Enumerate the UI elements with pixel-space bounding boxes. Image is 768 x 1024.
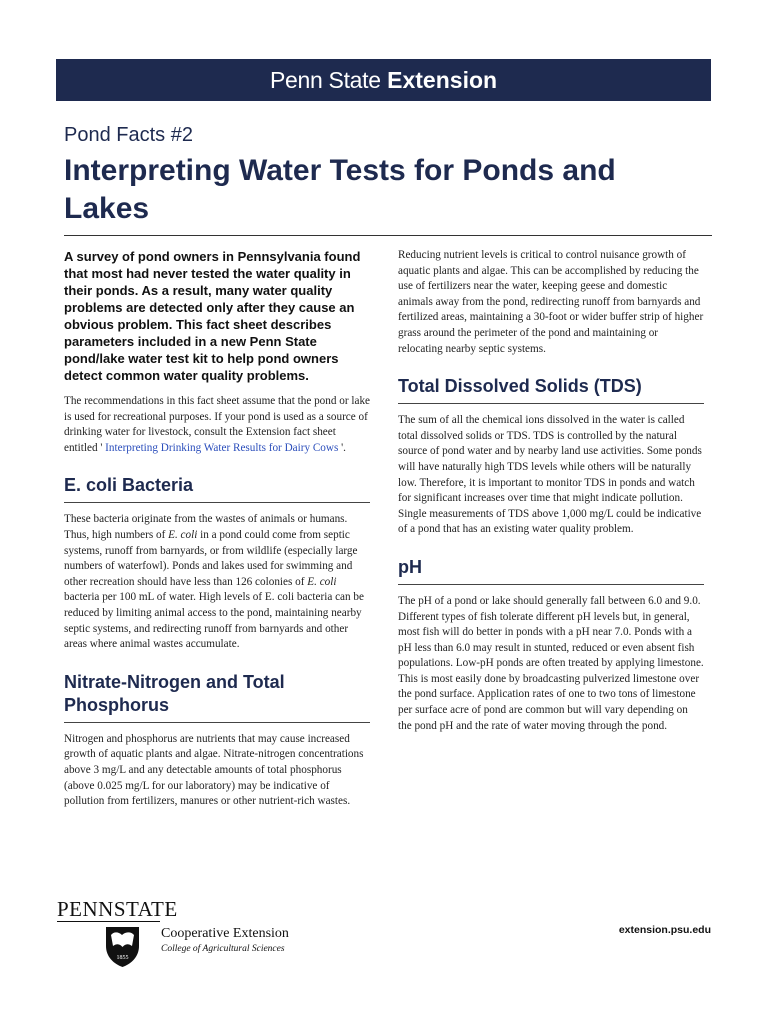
intro-body [64,394,370,456]
ecoli-text-2: in a pond could come from septic systems, runoff from barnyards, or from wildlife (especially large numbers of waterfowl). Ponds and lakes used for swimming and other recreation should have less than 126 colonies of [64,528,358,588]
brand-extension: Extension [387,67,498,93]
ecoli-heading: E. coli Bacteria [64,474,370,503]
intro-text: The recommendations in this fact sheet assume that the pond or lake is used for recreational purposes. If your pond is used as a source of drinking water for livestock, consult the Extension fact sheet entitled ' [64,395,371,454]
dairy-cows-link[interactable]: Interpreting Drinking Water Results for Dairy Cows [102,441,342,454]
nitrate-body: Nitrogen and phosphorus are nutrients that may cause increased growth of aquatic plants and algae. Nitrate-nitrogen concentrations above 3 mg/L and any detectable amounts of total phosphorus (above 0.025 mg/L for our laboratory) may be indicative of pollution from fertilizers, manures or other nutrient-rich wastes. [64,732,364,808]
ph-body: The pH of a pond or lake should generally fall between 6.0 and 9.0. Different types of fish tolerate different pH levels but, in general, most fish will do better in ponds with a pH near 7.0. Ponds with a pH less than 6.0 may result in stunted, reduced or even absent fish populations. Low-pH ponds are often treated by applying limestone. This is most easily done by broadcasting pulverized limestone over the pond surface. Application rates of one to two tons of limestone per surface acre of pond are common but will vary depending on the pond pH and the rate of water moving through the pond. [398,594,704,732]
logo-rule [57,921,160,922]
ecoli-body [64,512,370,652]
left-column [64,248,370,810]
intro-lead: A survey of pond owners in Pennsylvania found that most had never tested the water quality in their ponds. As a result, many water quality problems are detected only after they cause an obvious problem. This fact sheet describes parameters included in a new Penn State pond/lake water test kit to help pond owners detect common water quality problems. [64,249,361,383]
title-divider [64,235,712,236]
page-title: Interpreting Water Tests for Ponds and Lakes [64,154,616,225]
ecoli-italic-2: E. coli [307,575,337,588]
tds-body: The sum of all the chemical ions dissolved in the water is called total dissolved solids or TDS. TDS is controlled by the natural source of pond water and by nearby land use activities. Some ponds will have naturally high TDS levels while others will be naturally low. Therefore, it is important to monitor TDS in ponds and watch for significant increases over time that might indicate pollution. Single measurements of TDS above 1,000 mg/L could be indicative of a pond that has an existing water quality problem. [398,414,702,536]
nitrate-heading: Nitrate-Nitrogen and Total Phosphorus [64,671,370,723]
ecoli-text-3: bacteria per 100 mL of water. High levels of E. coli bacteria can be reduced by limiting animal access to the pond, maintaining nearby septic systems, and redirecting runoff from barnyards and other areas where animal wastes accumulate. [64,591,364,651]
header-banner [56,59,711,101]
intro-text-end: '. [341,441,346,454]
nutrients-body: Reducing nutrient levels is critical to control nuisance growth of aquatic plants and algae. This can be accomplished by reducing the use of fertilizers near the water, keeping geese and domestic animals away from the pond, redirecting runoff from barnyards and fertilized areas, maintaining a 30-foot or wider buffer strip of higher grass around the perimeter of the pond and maintaining or relocating nearby septic systems. [398,249,704,355]
shield-icon [105,926,140,968]
brand-name: Penn State [269,67,381,93]
pennstate-logo: PENNSTATE [57,897,178,921]
website-url: extension.psu.edu [618,924,711,936]
ecoli-text-1: These bacteria originate from the wastes of animals or humans. Thus, high numbers of [64,513,348,541]
right-column [398,248,704,734]
college-label: College of Agricultural Sciences [161,944,285,954]
shield-year: 1855 [116,955,129,961]
cooperative-extension-label: Cooperative Extension [161,926,289,941]
series-label: Pond Facts #2 [64,124,193,146]
ph-heading: pH [398,556,704,585]
ecoli-italic-1: E. coli [168,528,198,541]
tds-heading: Total Dissolved Solids (TDS) [398,375,704,404]
